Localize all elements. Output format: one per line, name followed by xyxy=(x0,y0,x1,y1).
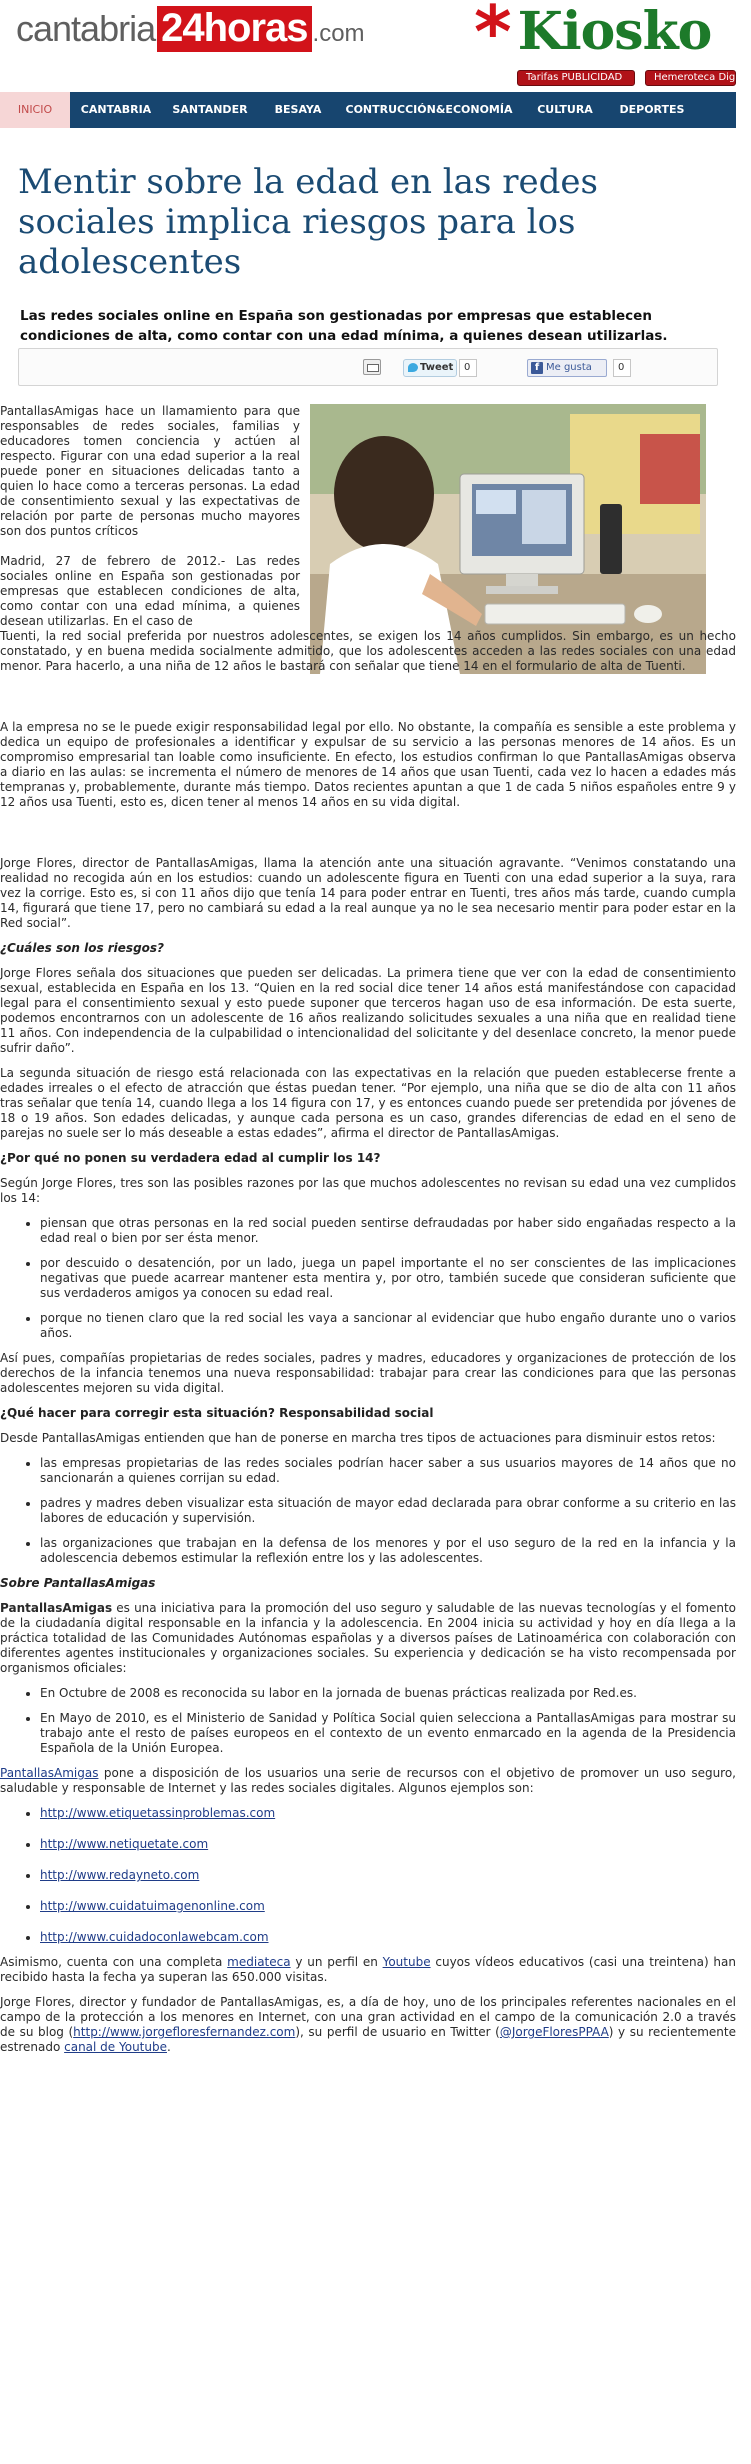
text-span: ) y su recientemente estrenado xyxy=(0,2025,736,2054)
resource-link[interactable]: http://www.redayneto.com xyxy=(40,1868,200,1882)
nav-item-cultura[interactable]: CULTURA xyxy=(537,103,593,116)
tweet-label: Tweet xyxy=(420,362,454,373)
site-logo[interactable] xyxy=(16,4,365,54)
like-label: Me gusta xyxy=(546,362,592,373)
about-org-name: PantallasAmigas xyxy=(0,1601,113,1615)
tweet-count: 0 xyxy=(459,359,477,377)
article-title: Mentir sobre la edad en las redes sociales implica riesgos para los adolescentes xyxy=(18,162,598,282)
resource-link[interactable]: http://www.cuidatuimagenonline.com xyxy=(40,1899,265,1913)
site-header xyxy=(0,0,751,86)
paragraph-dateline: Madrid, 27 de febrero de 2012.- Las redes sociales online en España son gestionadas por empresas que establecen condiciones de alta, como contar con una edad mínima, a quienes desean utilizarlas. En el caso de xyxy=(0,554,300,628)
resource-link[interactable]: http://www.etiquetassinproblemas.com xyxy=(40,1806,276,1820)
facebook-like-button[interactable] xyxy=(527,359,607,377)
nav-item-construccion-economia[interactable]: CONTRUCCIÓN&ECONOMÍA xyxy=(345,103,513,116)
list-item: • padres y madres deben visualizar esta situación de mayor edad declarada para obrar conforme a su criterio en las labores de educación y supervisión. xyxy=(40,1496,736,1526)
text-span: Jorge Flores, director y fundador de PantallasAmigas, es, a día de hoy, uno de los principales referentes nacionales en el campo de la protección a los menores en Internet, con una gran actividad en el campo de la comunicación 2.0 a través de su blog ( xyxy=(0,1995,736,2039)
list-item xyxy=(40,1930,736,1945)
list-item: • En Mayo de 2010, es el Ministerio de Sanidad y Política Social quien selecciona a PantallasAmigas para mostrar su trabajo ante el resto de países europeos en el contexto de un evento enmarcado en la agenda de la Presidencia Española de la Unión Europea. xyxy=(40,1711,736,1756)
list-item: • piensan que otras personas en la red social pueden sentirse defraudadas por haber sido engañadas respecto a la edad real o bien por ser ésta menor. xyxy=(40,1216,736,1246)
nav-item-cantabria[interactable]: CANTABRIA xyxy=(80,103,152,116)
nav-item-deportes[interactable]: DEPORTES xyxy=(619,103,685,116)
heading-por-que: ¿Por qué no ponen su verdadera edad al cumplir los 14? xyxy=(0,1151,381,1165)
hemeroteca-digital-button[interactable]: Hemeroteca Digital xyxy=(645,70,736,86)
paragraph-responsibility: Así pues, compañías propietarias de redes sociales, padres y madres, educadores y organizaciones de protección de los derechos de la infancia tenemos una nueva responsabilidad: trabajar para crear las condiciones para que las personas adolescentes mejoren su vida digital. xyxy=(0,1351,736,1395)
email-share-icon[interactable] xyxy=(363,359,381,375)
facebook-icon: f xyxy=(531,362,543,374)
list-item xyxy=(40,1837,736,1852)
blog-link[interactable]: http://www.jorgefloresfernandez.com xyxy=(73,2025,296,2039)
text-span: y un perfil en xyxy=(290,1955,383,1969)
heading-sobre: Sobre PantallasAmigas xyxy=(0,1576,156,1590)
pantallasamigas-link[interactable]: PantallasAmigas xyxy=(0,1766,99,1780)
nav-item-santander[interactable]: SANTANDER xyxy=(172,103,248,116)
list-item xyxy=(40,1806,736,1821)
twitter-profile-link[interactable]: @JorgeFloresPPAA xyxy=(499,2025,609,2039)
mediateca-link[interactable]: mediateca xyxy=(227,1955,291,1969)
resources-text: pone a disposición de los usuarios una serie de recursos con el objetivo de promover un uso seguro, saludable y responsable de Internet y las redes sociales digitales. Algunos ejemplos son: xyxy=(0,1766,736,1795)
paragraph-founder xyxy=(0,1995,736,2055)
text-span: . xyxy=(167,2040,171,2054)
asterisk-icon: * xyxy=(474,0,512,74)
about-text: es una iniciativa para la promoción del uso seguro y saludable de las nuevas tecnologías y el fomento de la ciudadanía digital responsable en la infancia y la adolescencia. En 2004 inicia su actividad y hoy en día llega a la práctica totalidad de las Comunidades Autónomas españolas y a diversos países de Latinoamérica con colaboración con diferentes agentes institucionales y organizaciones sociales. Su experiencia y dedicación se ha visto recompensada por organismos oficiales: xyxy=(0,1601,736,1675)
list-item xyxy=(40,1868,736,1883)
share-bar xyxy=(18,348,718,386)
text-span: ), su perfil de usuario en Twitter ( xyxy=(295,2025,500,2039)
resource-link[interactable]: http://www.cuidadoconlawebcam.com xyxy=(40,1930,269,1944)
twitter-icon xyxy=(408,363,418,372)
list-item: • las empresas propietarias de las redes sociales podrían hacer saber a sus usuarios mayores de 14 años que no sancionarán a quienes corrijan su edad. xyxy=(40,1456,736,1486)
paragraph-resources xyxy=(0,1766,736,1796)
paragraph-reasons-intro: Según Jorge Flores, tres son las posibles razones por las que muchos adolescentes no revisan su edad una vez cumplidos los 14: xyxy=(0,1176,736,1205)
reasons-list xyxy=(0,1216,736,1341)
paragraph-dateline-cont: Tuenti, la red social preferida por nuestros adolescentes, se exigen los 14 años cumplidos. Sin embargo, es un hecho constatado, y en buena medida socialmente admitido, que los adolescentes acceden a las redes sociales con una edad menor. Para hacerlo, a una niña de 12 años le bastará con señalar que tiene 14 en el formulario de alta de Tuenti. xyxy=(0,629,736,673)
list-item: • porque no tienen claro que la red social les vaya a sancionar al evidenciar que hubo engaño durante uno o varios años. xyxy=(40,1311,736,1341)
list-item: • por descuido o desatención, por un lado, juega un papel importante el no ser conscientes de las implicaciones negativas que puede acarrear mantener esta mentira y, por otro, también sucede que consideran suficiente que sus verdaderos amigos ya conocen su edad real. xyxy=(40,1256,736,1301)
resource-link[interactable]: http://www.netiquetate.com xyxy=(40,1837,209,1851)
article-body xyxy=(0,404,736,2055)
list-item xyxy=(40,1899,736,1914)
like-count: 0 xyxy=(613,359,631,377)
paragraph-mediateca xyxy=(0,1955,736,1985)
nav-item-inicio[interactable]: INICIO xyxy=(0,92,70,128)
nav-item-besaya[interactable]: BESAYA xyxy=(274,103,322,116)
list-item: • En Octubre de 2008 es reconocida su labor en la jornada de buenas prácticas realizada por Red.es. xyxy=(40,1686,736,1701)
logo-text-com: .com xyxy=(312,20,365,47)
paragraph-about xyxy=(0,1601,736,1676)
text-span: Asimismo, cuenta con una completa xyxy=(0,1955,228,1969)
paragraph-jorge-flores: Jorge Flores, director de PantallasAmigas, llama la atención ante una situación agravante. “Venimos constatando una realidad no recogida aún en los estudios: cuando un adolescente figura en Tuenti con una edad superior a la suya, rara vez la corrige. Esto es, si con 11 años dijo que tenía 14 para poder entrar en Tuenti, tres años más tarde, cuando cumpla 14, figurará que tiene 17, pero no cambiará su edad a la real aunque ya no le sea necesario mentir para poder estar en la Red social”. xyxy=(0,856,736,930)
awards-list xyxy=(0,1686,736,1756)
actions-list xyxy=(0,1456,736,1566)
text-span: cuyos vídeos educativos (casi una treintena) han recibido hasta la fecha ya superan las 650.000 visitas. xyxy=(0,1955,736,1984)
main-nav xyxy=(0,92,736,128)
heading-riesgos: ¿Cuáles son los riesgos? xyxy=(0,941,165,955)
kiosko-label: Kiosko xyxy=(517,1,712,62)
heading-que-hacer: ¿Qué hacer para corregir esta situación? Responsabilidad social xyxy=(0,1406,434,1420)
paragraph-actions-intro: Desde PantallasAmigas entienden que han de ponerse en marcha tres tipos de actuaciones para disminuir estos retos: xyxy=(0,1431,716,1445)
resource-links-list xyxy=(0,1806,736,1945)
youtube-channel-link[interactable]: canal de Youtube xyxy=(64,2040,167,2054)
paragraph-intro: PantallasAmigas hace un llamamiento para que responsables de redes sociales, familias y educadores tomen conciencia y actúen al respecto. Figurar con una edad superior a la real puede poner en situaciones delicadas tanto a quien lo hace como a terceras personas. La edad de consentimiento sexual y las expectativas de relación por parte de personas mucho mayores son dos puntos críticos xyxy=(0,404,300,538)
logo-text-cantabria: cantabria xyxy=(16,8,156,49)
logo-text-24horas: 24horas xyxy=(157,6,311,52)
list-item: • las organizaciones que trabajan en la defensa de los menores y por el uso seguro de la red en la infancia y la adolescencia debemos estimular la reflexión entre los y las adolescentes. xyxy=(40,1536,736,1566)
paragraph-risk-1: Jorge Flores señala dos situaciones que pueden ser delicadas. La primera tiene que ver con la edad de consentimiento sexual, establecida en España en los 13. “Quien en la red social dice tener 14 años está manifestándose con capacidad legal para el consentimiento sexual y esto puede suponer que terceros hagan uso de esa información. De esta suerte, podemos encontrarnos con un adolescente de 16 años realizando solicitudes sexuales a una niña que en realidad tiene 11 años. Con independencia de la culpabilidad o intencionalidad del solicitante y del desenlace concreto, la menor puede sufrir daño”. xyxy=(0,966,736,1055)
article-lead: Las redes sociales online en España son gestionadas por empresas que establecen condiciones de alta, como contar con una edad mínima, a quienes desean utilizarlas. xyxy=(20,308,668,344)
tarifas-publicidad-button[interactable]: Tarifas PUBLICIDAD xyxy=(517,70,635,86)
paragraph-company: A la empresa no se le puede exigir responsabilidad legal por ello. No obstante, la compañía es sensible a este problema y dedica un equipo de profesionales a identificar y expulsar de su servicio a las personas menores de 14 años. Es un compromiso empresarial tan loable como insuficiente. En efecto, los estudios confirman lo que PantallasAmigas observa a diario en las aulas: se incrementa el número de menores de 14 años que usan Tuenti, cada vez lo hacen a edades más tempranas y, probablemente, durante más tiempo. Datos recientes apuntan a que 1 de cada 5 niños españoles entre 9 y 12 años usa Tuenti, esto es, dicen tener al menos 14 años en su vida digital. xyxy=(0,720,736,809)
paragraph-risk-2: La segunda situación de riesgo está relacionada con las expectativas en la relación que pueden establecerse frente a edades irreales o el efecto de atracción que éstas puedan tener. “Por ejemplo, una niña que se dio de alta con 11 años tras señalar que tenía 14, cuando llega a los 14 figura con 17, y es entonces cuando puede ser pretendida por jóvenes de 18 o 19 años. Son edades delicadas, y aunque cada persona es un caso, grandes diferencias de edad en el seno de parejas no suele ser lo más deseable a estas edades”, afirma el director de PantallasAmigas. xyxy=(0,1066,736,1140)
youtube-link[interactable]: Youtube xyxy=(382,1955,431,1969)
kiosko-logo[interactable] xyxy=(474,0,712,74)
tweet-button[interactable] xyxy=(403,359,457,377)
